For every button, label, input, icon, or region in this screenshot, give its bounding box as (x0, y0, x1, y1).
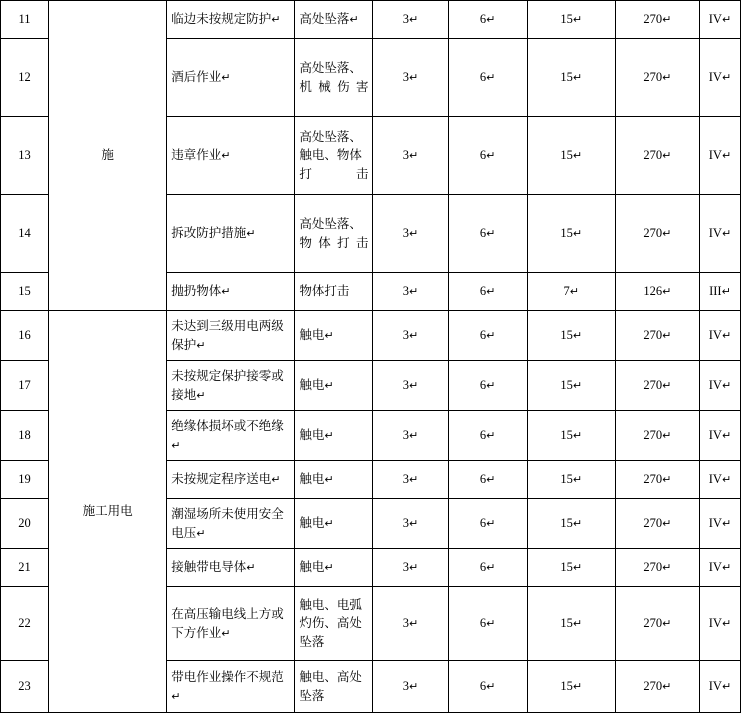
cell-c: 15↵ (527, 461, 615, 499)
cell-d: 126↵ (615, 273, 699, 311)
cell-item: 拆改防护措施↵ (167, 195, 295, 273)
cell-l: 3↵ (373, 661, 448, 713)
cell-d: 270↵ (615, 411, 699, 461)
cell-no: 15 (1, 273, 49, 311)
cell-item: 违章作业↵ (167, 117, 295, 195)
cell-category: 施工用电 (49, 311, 167, 713)
cell-type: 高处坠落↵ (295, 1, 373, 39)
cell-d: 270↵ (615, 499, 699, 549)
cell-no: 18 (1, 411, 49, 461)
cell-item: 带电作业操作不规范↵ (167, 661, 295, 713)
cell-level: IV↵ (699, 587, 740, 661)
cell-type: 触电↵ (295, 461, 373, 499)
cell-item: 绝缘体损坏或不绝缘↵ (167, 411, 295, 461)
cell-level: IV↵ (699, 117, 740, 195)
cell-item: 接触带电导体↵ (167, 549, 295, 587)
cell-level: IV↵ (699, 461, 740, 499)
cell-l: 3↵ (373, 195, 448, 273)
cell-item: 在高压输电线上方或下方作业↵ (167, 587, 295, 661)
cell-no: 13 (1, 117, 49, 195)
cell-c: 15↵ (527, 117, 615, 195)
cell-level: IV↵ (699, 411, 740, 461)
cell-no: 21 (1, 549, 49, 587)
cell-c: 15↵ (527, 311, 615, 361)
cell-no: 17 (1, 361, 49, 411)
cell-e: 6↵ (448, 549, 527, 587)
cell-type: 触电、高处坠落 (295, 661, 373, 713)
cell-no: 12 (1, 39, 49, 117)
cell-e: 6↵ (448, 117, 527, 195)
cell-l: 3↵ (373, 273, 448, 311)
cell-item: 未按规定程序送电↵ (167, 461, 295, 499)
cell-c: 15↵ (527, 411, 615, 461)
cell-l: 3↵ (373, 117, 448, 195)
cell-level: IV↵ (699, 39, 740, 117)
cell-c: 15↵ (527, 549, 615, 587)
cell-l: 3↵ (373, 311, 448, 361)
cell-l: 3↵ (373, 461, 448, 499)
cell-l: 3↵ (373, 549, 448, 587)
cell-level: IV↵ (699, 361, 740, 411)
cell-type: 高处坠落、触电、物体打击 (295, 117, 373, 195)
cell-no: 16 (1, 311, 49, 361)
table-row (1, 1, 741, 39)
cell-level: IV↵ (699, 549, 740, 587)
cell-level: IV↵ (699, 1, 740, 39)
cell-l: 3↵ (373, 587, 448, 661)
cell-e: 6↵ (448, 587, 527, 661)
table-row (1, 311, 741, 361)
cell-d: 270↵ (615, 461, 699, 499)
cell-type: 物体打击 (295, 273, 373, 311)
cell-e: 6↵ (448, 195, 527, 273)
cell-no: 20 (1, 499, 49, 549)
cell-d: 270↵ (615, 195, 699, 273)
cell-d: 270↵ (615, 587, 699, 661)
cell-l: 3↵ (373, 361, 448, 411)
cell-e: 6↵ (448, 661, 527, 713)
cell-no: 22 (1, 587, 49, 661)
cell-level: IV↵ (699, 311, 740, 361)
cell-type: 触电↵ (295, 499, 373, 549)
cell-d: 270↵ (615, 661, 699, 713)
cell-c: 15↵ (527, 499, 615, 549)
cell-level: IV↵ (699, 499, 740, 549)
cell-type: 触电↵ (295, 311, 373, 361)
cell-c: 15↵ (527, 361, 615, 411)
cell-l: 3↵ (373, 1, 448, 39)
cell-e: 6↵ (448, 461, 527, 499)
cell-item: 酒后作业↵ (167, 39, 295, 117)
cell-item: 潮湿场所未使用安全电压↵ (167, 499, 295, 549)
cell-c: 15↵ (527, 1, 615, 39)
cell-no: 23 (1, 661, 49, 713)
cell-level: IV↵ (699, 195, 740, 273)
cell-no: 19 (1, 461, 49, 499)
cell-item: 抛扔物体↵ (167, 273, 295, 311)
cell-e: 6↵ (448, 411, 527, 461)
cell-item: 临边未按规定防护↵ (167, 1, 295, 39)
cell-l: 3↵ (373, 411, 448, 461)
cell-l: 3↵ (373, 499, 448, 549)
cell-c: 7↵ (527, 273, 615, 311)
cell-l: 3↵ (373, 39, 448, 117)
cell-type: 触电↵ (295, 411, 373, 461)
cell-type: 触电↵ (295, 361, 373, 411)
cell-c: 15↵ (527, 587, 615, 661)
cell-item: 未达到三级用电两级保护↵ (167, 311, 295, 361)
cell-level: IV↵ (699, 661, 740, 713)
cell-category: 施 (49, 1, 167, 311)
cell-type: 高处坠落、机械伤害 (295, 39, 373, 117)
cell-type: 触电↵ (295, 549, 373, 587)
cell-e: 6↵ (448, 39, 527, 117)
cell-d: 270↵ (615, 1, 699, 39)
cell-type: 高处坠落、物体打击 (295, 195, 373, 273)
cell-type: 触电、电弧灼伤、高处坠落 (295, 587, 373, 661)
cell-d: 270↵ (615, 117, 699, 195)
cell-d: 270↵ (615, 39, 699, 117)
cell-c: 15↵ (527, 195, 615, 273)
cell-e: 6↵ (448, 361, 527, 411)
cell-c: 15↵ (527, 661, 615, 713)
cell-d: 270↵ (615, 549, 699, 587)
cell-no: 11 (1, 1, 49, 39)
cell-e: 6↵ (448, 311, 527, 361)
cell-e: 6↵ (448, 273, 527, 311)
cell-c: 15↵ (527, 39, 615, 117)
cell-level: III↵ (699, 273, 740, 311)
cell-d: 270↵ (615, 311, 699, 361)
cell-item: 未按规定保护接零或接地↵ (167, 361, 295, 411)
cell-e: 6↵ (448, 1, 527, 39)
cell-no: 14 (1, 195, 49, 273)
cell-e: 6↵ (448, 499, 527, 549)
cell-d: 270↵ (615, 361, 699, 411)
